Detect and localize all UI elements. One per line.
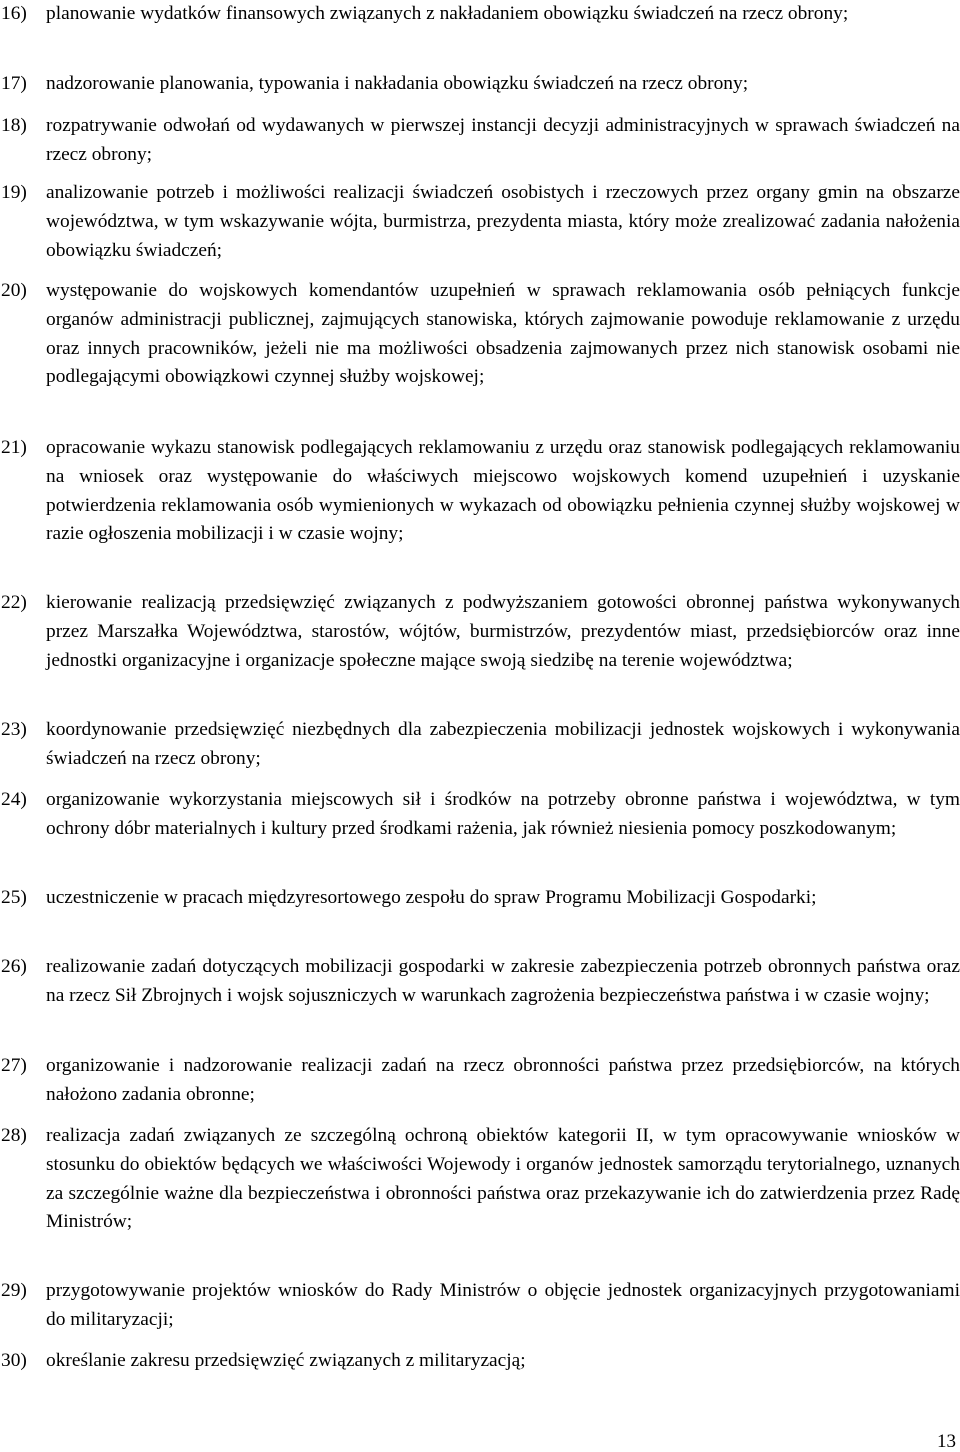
item-text: rozpatrywanie odwołań od wydawanych w pierwszej instancji decyzji administracyjnych w sprawach świadczeń na rzecz obrony; [46,115,960,165]
list-item-25 [0,884,960,913]
item-text: opracowanie wykazu stanowisk podlegających reklamowaniu z urzędu oraz stanowisk podlegających reklamowaniu na wniosek oraz występowanie do właściwych miejscowo wojskowych komend uzupełnień i uzyskanie potwierdzenia reklamowania osób wymienionych w wykazach od obowiązku pełnienia czynnej służby wojskowej w razie ogłoszenia mobilizacji i w czasie wojny; [46,437,960,545]
item-number: 20) [1,280,27,301]
list-item-18 [0,112,960,170]
item-text: organizowanie i nadzorowanie realizacji zadań na rzecz obronności państwa przez przedsiębiorców, na których nałożono zadania obronne; [46,1055,960,1105]
item-text: analizowanie potrzeb i możliwości realizacji świadczeń osobistych i rzeczowych przez organy gmin na obszarze województwa, w tym wskazywanie wójta, burmistrza, prezydenta miasta, który może zrealizować zadania nałożenia obowiązku świadczeń; [46,182,960,261]
item-text: uczestniczenie w pracach międzyresortowego zespołu do spraw Programu Mobilizacji Gospodarki; [46,887,817,908]
list-item-26 [0,953,960,1011]
item-text: kierowanie realizacją przedsięwzięć związanych z podwyższaniem gotowości obronnej państwa wykonywanych przez Marszałka Województwa, starostów, wójtów, burmistrzów, prezydentów miast, przedsiębiorców oraz inne jednostki organizacyjne i organizacje społeczne mające swoją siedzibę na terenie województwa; [46,592,960,671]
item-number: 22) [1,592,27,613]
list-item-30 [0,1347,960,1376]
list-item-21 [0,434,960,549]
item-text: nadzorowanie planowania, typowania i nakładania obowiązku świadczeń na rzecz obrony; [46,73,749,94]
item-number: 17) [1,73,27,94]
item-number: 23) [1,719,27,740]
list-item-23 [0,716,960,774]
item-text: realizacja zadań związanych ze szczególną ochroną obiektów kategorii II, w tym opracowywanie wniosków w stosunku do obiektów będących we właściwości Wojewody i organów jednostek samorządu terytorialnego, uznanych za szczególnie ważne dla bezpieczeństwa i obronności państwa oraz przekazywanie ich do zatwierdzenia przez Radę Ministrów; [46,1125,960,1233]
list-item-20 [0,277,960,392]
list-item-24 [0,786,960,844]
item-number: 19) [1,182,27,203]
item-number: 28) [1,1125,27,1146]
item-text: przygotowywanie projektów wniosków do Rady Ministrów o objęcie jednostek organizacyjnych przygotowaniami do militaryzacji; [46,1280,960,1330]
list-item-22 [0,589,960,675]
item-text: planowanie wydatków finansowych związanych z nakładaniem obowiązku świadczeń na rzecz obrony; [46,3,849,24]
item-number: 21) [1,437,27,458]
item-text: występowanie do wojskowych komendantów uzupełnień w sprawach reklamowania osób pełniących funkcje organów administracji publicznej, zajmujących stanowiska, których zajmowanie powoduje reklamowanie z urzędu oraz innych pracowników, jeżeli nie ma możliwości obsadzenia zajmowanych przez nich stanowisk osobami nie podlegającymi obowiązkowi czynnej służby wojskowej; [46,280,960,388]
page-number: 13 [937,1431,956,1452]
item-text: organizowanie wykorzystania miejscowych sił i środków na potrzeby obronne państwa i województwa, w tym ochrony dóbr materialnych i kultury przed środkami rażenia, jak również niesienia pomocy poszkodowanym; [46,789,960,839]
item-number: 25) [1,887,27,908]
item-number: 24) [1,789,27,810]
list-item-19 [0,179,960,265]
item-number: 29) [1,1280,27,1301]
list-item-17 [0,70,960,99]
item-number: 30) [1,1350,27,1371]
item-number: 27) [1,1055,27,1076]
item-text: koordynowanie przedsięwzięć niezbędnych dla zabezpieczenia mobilizacji jednostek wojskowych i wykonywania świadczeń na rzecz obrony; [46,719,960,769]
item-number: 16) [1,3,27,24]
item-number: 18) [1,115,27,136]
item-text: realizowanie zadań dotyczących mobilizacji gospodarki w zakresie zabezpieczenia potrzeb obronnych państwa oraz na rzecz Sił Zbrojnych i wojsk sojuszniczych w warunkach zagrożenia bezpieczeństwa państwa i w czasie wojny; [46,956,960,1006]
item-number: 26) [1,956,27,977]
list-item-29 [0,1277,960,1335]
item-text: określanie zakresu przedsięwzięć związanych z militaryzacją; [46,1350,526,1371]
list-item-28 [0,1122,960,1237]
list-item-27 [0,1052,960,1110]
list-item-16 [0,0,960,29]
